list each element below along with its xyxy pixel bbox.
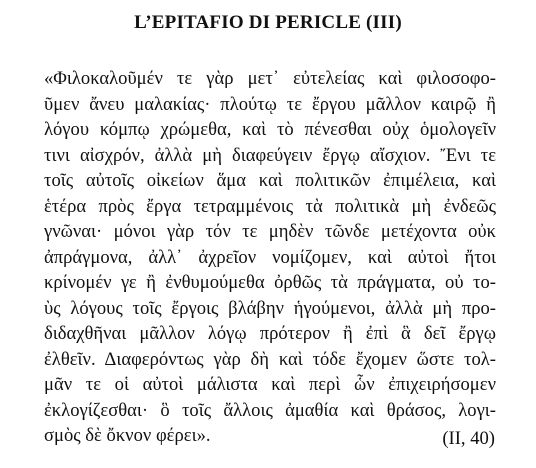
text-line: λόγου κόμπῳ χρώμεθα, καὶ τὸ πένεσθαι οὐχ ὁμολογεῖν <box>44 119 496 140</box>
text-line: τινι αἰσχρόν, ἀλλὰ μὴ διαφεύγειν ἔργῳ αἴσχιον. Ἔνι τε <box>44 144 496 166</box>
text-line: ῦμεν ἄνευ μαλακίας· πλούτῳ τε ἔργου μᾶλλον καιρῷ ἢ <box>44 93 496 115</box>
page-title: L’EPITAFIO DI PERICLE (III) <box>134 12 402 33</box>
text-line: ἐλθεῖν. Διαφερόντως γὰρ δὴ καὶ τόδε ἔχομεν ὥστε τολ- <box>44 348 496 370</box>
text-line: ὺς λόγους τοῖς ἔργοις βλάβην ἡγούμενοι, ἀλλὰ μὴ προ- <box>44 297 496 319</box>
text-line: ἐκλογίζεσθαι· ὃ τοῖς ἄλλοις ἀμαθία καὶ θράσος, λογι- <box>44 399 496 421</box>
text-line: ἑτέρα πρὸς ἔργα τετραμμένοις τὰ πολιτικὰ μὴ ἐνδεῶς <box>44 195 496 217</box>
text-line: μᾶν τε οἱ αὐτοὶ μάλιστα καὶ περὶ ὧν ἐπιχειρήσομεν <box>44 374 496 395</box>
text-line: διδαχθῆναι μᾶλλον λόγῳ πρότερον ἢ ἐπὶ ἃ δεῖ ἔργῳ <box>44 323 496 344</box>
text-line: τοῖς αὐτοῖς οἰκείων ἅμα καὶ πολιτικῶν ἐπιμέλεια, καὶ <box>44 170 496 191</box>
text-line: σμὸς δὲ ὄκνον φέρει». <box>44 425 211 446</box>
greek-passage <box>44 66 496 449</box>
source-citation: (II, 40) <box>442 428 495 449</box>
text-line: κρίνομέν γε ἢ ἐνθυμούμεθα ὀρθῶς τὰ πράγματα, οὐ το- <box>44 272 496 293</box>
text-line: «Φιλοκαλοῦμέν τε γὰρ μετ᾽ εὐτελείας καὶ φιλοσοφο- <box>44 68 496 89</box>
text-line: ἀπράγμονα, ἀλλ᾽ ἀχρεῖον νομίζομεν, καὶ αὐτοὶ ἤτοι <box>44 246 496 268</box>
text-line: γνῶναι· μόνοι γὰρ τόν τε μηδὲν τῶνδε μετέχοντα οὐκ <box>44 221 496 242</box>
